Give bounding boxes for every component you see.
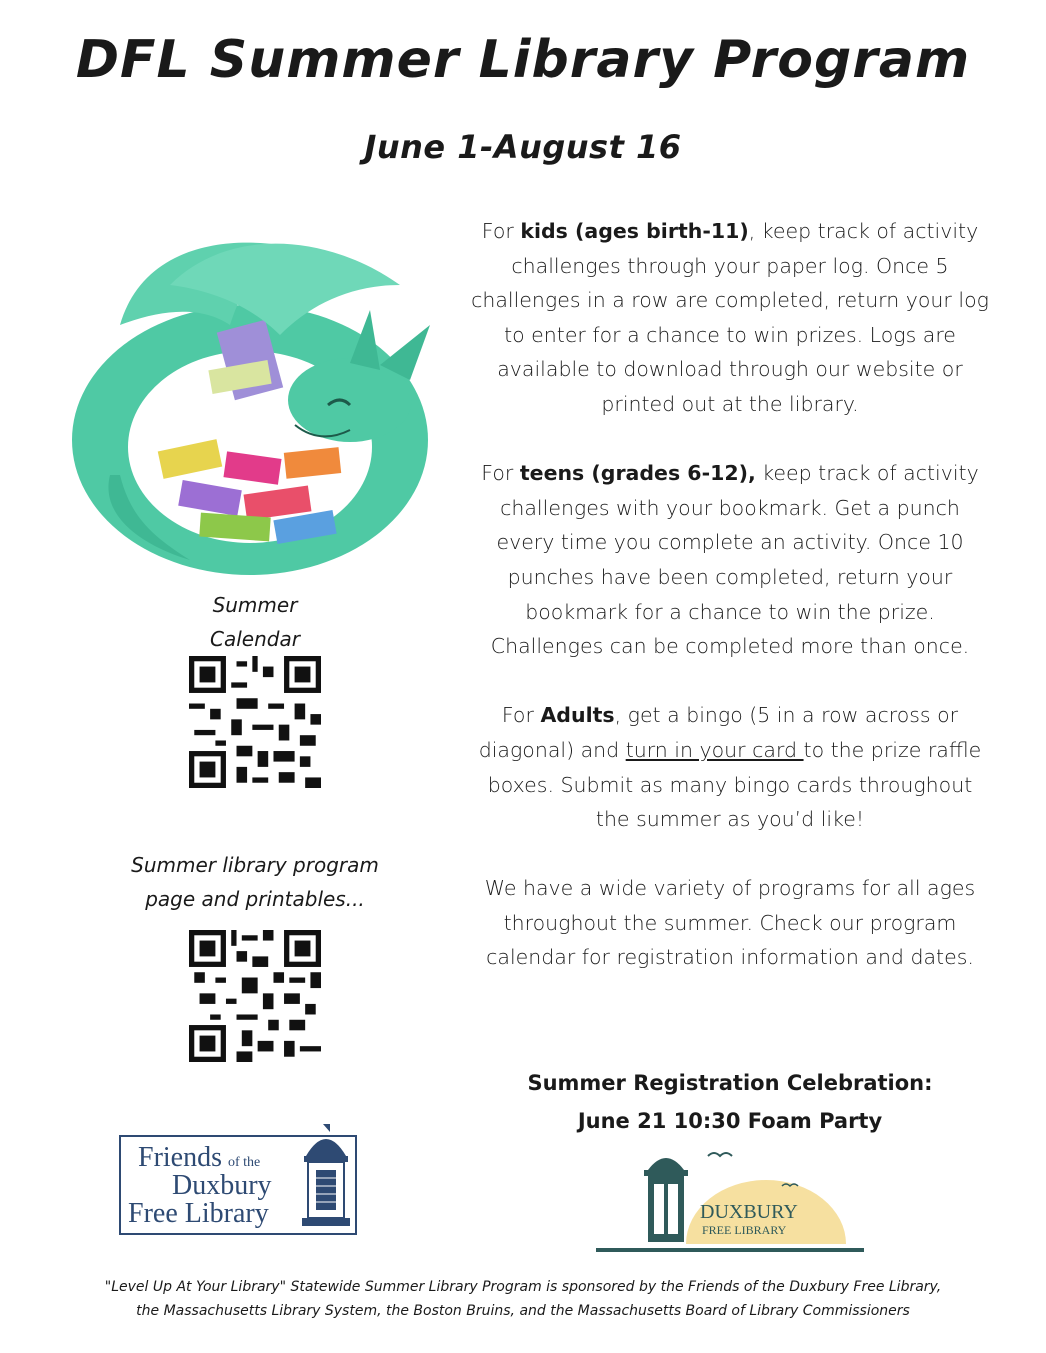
- page-title: DFL Summer Library Program: [75, 30, 971, 90]
- calendar-qr-code-icon[interactable]: [188, 656, 322, 788]
- friends-logo-word: Friends: [138, 1142, 222, 1173]
- svg-text:of the: of the: [228, 1155, 261, 1170]
- program-dates: June 1-August 16: [364, 128, 682, 166]
- programs-section: We have a wide variety of programs for all ages throughout the summer. Check our program calendar for registration information and dates.: [484, 876, 976, 970]
- celebration-notice: Summer Registration Celebration: June 21 10:30 Foam Party: [527, 1071, 933, 1133]
- program-page-label: Summer library program page and printables...: [131, 853, 379, 911]
- bird-icon: [708, 1153, 732, 1156]
- cupola-icon: [644, 1158, 688, 1242]
- duxbury-free-library-logo: [596, 1148, 864, 1260]
- sponsor-footer: "Level Up At Your Library" Statewide Summer Library Program is sponsored by the Friends of the Duxbury Free Library, the Massachusetts Library System, the Boston Bruins, and the Massachusetts Board of Library Commissioners: [104, 1279, 942, 1319]
- turn-in-card-link[interactable]: turn in your card: [625, 737, 804, 762]
- dragon-illustration: [50, 215, 450, 585]
- kids-section: For kids (ages birth-11), keep track of activity challenges through your paper log. Once 5 challenges in a row are completed, return your log to enter for a chance to win prizes. Logs are available to download through our website or printed out at the library.: [471, 219, 989, 416]
- program-page-qr-code-icon[interactable]: [188, 930, 322, 1062]
- adults-section: For Adults, get a bingo (5 in a row across or diagonal) and turn in your card to the prize raffle boxes. Submit as many bingo cards throughout the summer as you’d like!: [478, 703, 982, 832]
- teens-section: For teens (grades 6-12), keep track of activity challenges with your bookmark. Get a punch every time you complete an activity. Once 10 punches have been completed, return your bookmark for a chance to win the prize. Challenges can be completed more than once.: [481, 461, 979, 659]
- svg-text:Free Library: Free Library: [128, 1198, 269, 1229]
- calendar-label: Summer Calendar: [210, 593, 300, 651]
- program-description: [470, 214, 990, 1010]
- svg-text:DUXBURY: DUXBURY: [700, 1201, 798, 1223]
- svg-text:FREE LIBRARY: FREE LIBRARY: [702, 1223, 787, 1237]
- svg-text:Duxbury: Duxbury: [172, 1170, 272, 1201]
- friends-library-logo: [118, 1122, 380, 1240]
